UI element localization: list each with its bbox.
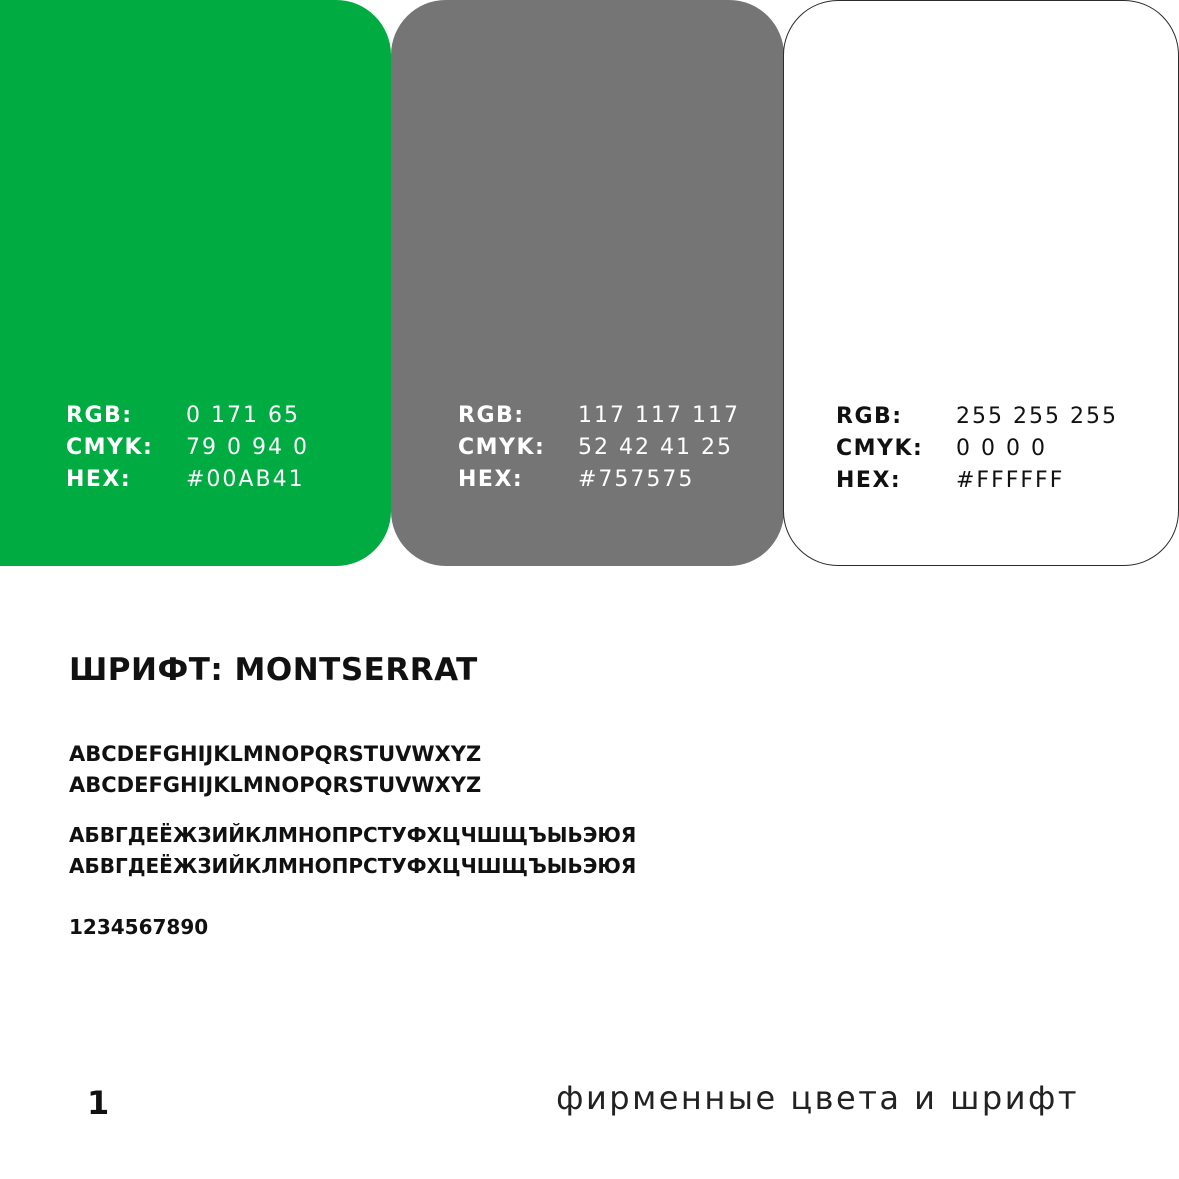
hex-row bbox=[66, 464, 309, 496]
rgb-row bbox=[836, 401, 1118, 433]
latin-line: ABCDEFGHIJKLMNOPQRSTUVWXYZ bbox=[69, 773, 482, 797]
cmyk-row bbox=[836, 433, 1118, 465]
color-specs bbox=[66, 400, 309, 496]
cyrillic-alphabet-sample bbox=[69, 820, 636, 882]
cmyk-value: 0 0 0 0 bbox=[956, 436, 1047, 461]
latin-alphabet-sample bbox=[69, 739, 481, 801]
color-specs bbox=[836, 401, 1118, 497]
rgb-row bbox=[66, 400, 309, 432]
hex-value: #757575 bbox=[578, 467, 695, 492]
color-swatch-gray bbox=[391, 0, 784, 566]
color-swatch-green bbox=[0, 0, 391, 566]
cmyk-row bbox=[66, 432, 309, 464]
hex-label: HEX: bbox=[458, 467, 524, 492]
hex-label: HEX: bbox=[836, 468, 902, 493]
cmyk-row bbox=[458, 432, 740, 464]
footer-caption: фирменные цвета и шрифт bbox=[556, 1079, 1079, 1117]
rgb-value: 0 171 65 bbox=[186, 403, 300, 428]
rgb-label: RGB: bbox=[458, 403, 525, 428]
rgb-row bbox=[458, 400, 740, 432]
cyrillic-line: АБВГДЕЁЖЗИЙКЛМНОПРСТУФХЦЧШЩЪЫЬЭЮЯ bbox=[69, 854, 637, 878]
rgb-label: RGB: bbox=[836, 404, 903, 429]
rgb-label: RGB: bbox=[66, 403, 133, 428]
hex-value: #00AB41 bbox=[186, 467, 305, 492]
rgb-value: 117 117 117 bbox=[578, 403, 740, 428]
cyrillic-line: АБВГДЕЁЖЗИЙКЛМНОПРСТУФХЦЧШЩЪЫЬЭЮЯ bbox=[69, 823, 637, 847]
hex-row bbox=[836, 465, 1118, 497]
cmyk-label: CMYK: bbox=[458, 435, 546, 460]
latin-line: ABCDEFGHIJKLMNOPQRSTUVWXYZ bbox=[69, 742, 482, 766]
hex-row bbox=[458, 464, 740, 496]
page-number: 1 bbox=[87, 1084, 110, 1122]
cmyk-value: 79 0 94 0 bbox=[186, 435, 309, 460]
color-specs bbox=[458, 400, 740, 496]
hex-label: HEX: bbox=[66, 467, 132, 492]
hex-value: #FFFFFF bbox=[956, 468, 1065, 493]
digits-sample: 1234567890 bbox=[69, 915, 209, 939]
color-swatch-white bbox=[783, 0, 1179, 566]
cmyk-label: CMYK: bbox=[66, 435, 154, 460]
cmyk-value: 52 42 41 25 bbox=[578, 435, 733, 460]
rgb-value: 255 255 255 bbox=[956, 404, 1118, 429]
font-title: ШРИФТ: MONTSERRAT bbox=[69, 652, 478, 688]
cmyk-label: CMYK: bbox=[836, 436, 924, 461]
